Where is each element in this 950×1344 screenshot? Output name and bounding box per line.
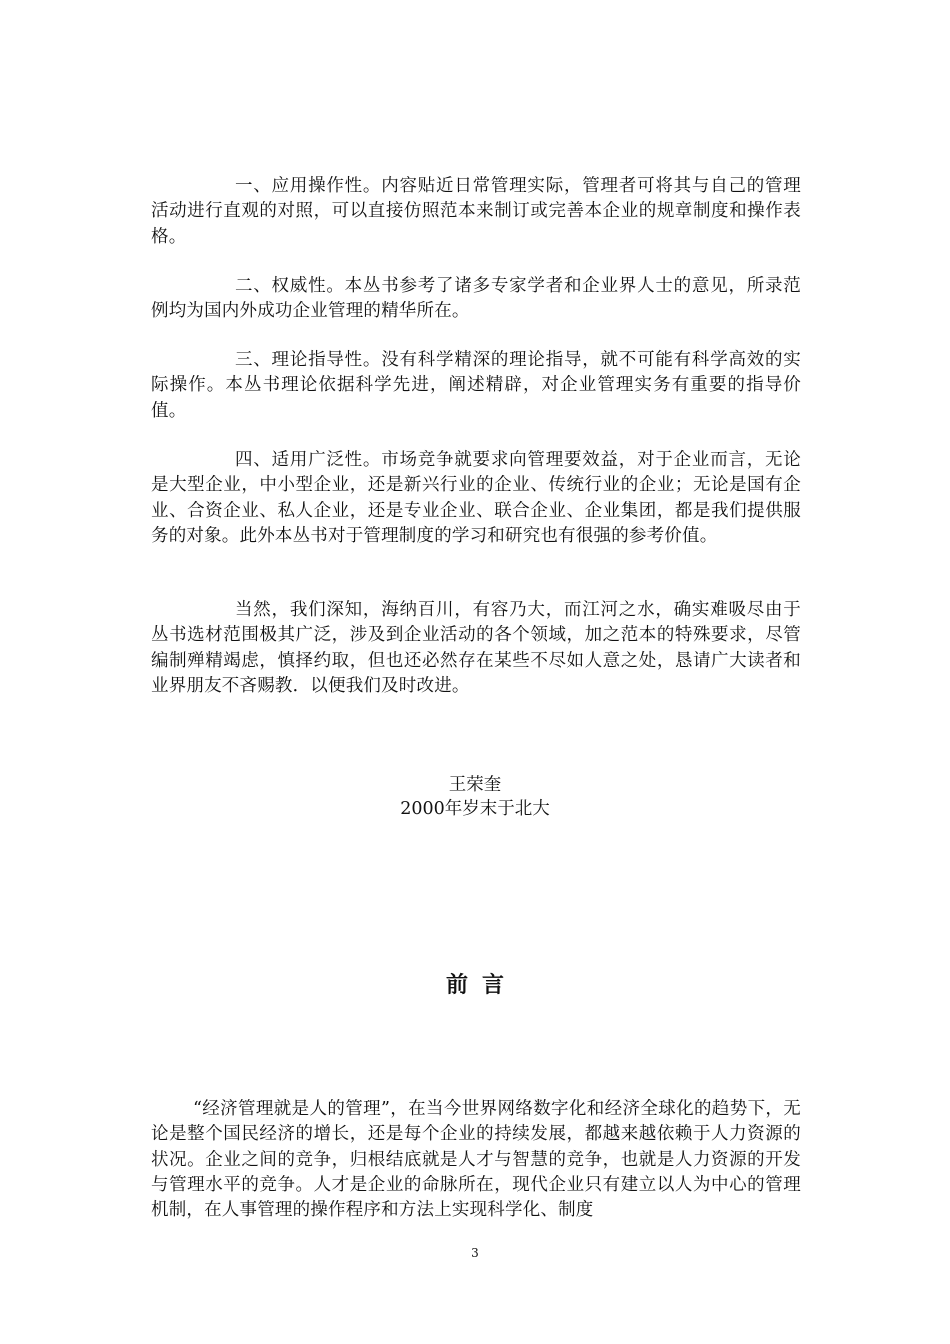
preface-item-application: 一、应用操作性。内容贴近日常管理实际，管理者可将其与自己的管理活动进行直观的对照，可以直接仿照范本来制订或完善本企业的规章制度和操作表格。 — [151, 176, 801, 247]
signature-date: 2000年岁末于北大 — [400, 799, 550, 819]
page-number: 3 — [471, 1246, 479, 1260]
section-heading: 前言 — [445, 972, 518, 998]
foreword-paragraph: “经济管理就是人的管理”，在当今世界网络数字化和经济全球化的趋势下，无论是整个国民经济的增长，还是每个企业的持续发展，都越来越依赖于人力资源的状况。企业之间的竞争，归根结底就是人才与智慧的竞争，也就是人力资源的开发与管理水平的竞争。人才是企业的命脉所在，现代企业只有建立以人为中心的管理机制，在人事管理的操作程序和方法上实现科学化、制度 — [151, 1099, 801, 1221]
preface-item-theory: 三、理论指导性。没有科学精深的理论指导，就不可能有科学高效的实际操作。本丛书理论依据科学先进，阐述精辟，对企业管理实务有重要的指导价值。 — [151, 350, 801, 421]
signature-name: 王荣奎 — [448, 775, 502, 795]
preface-closing-paragraph: 当然，我们深知，海纳百川，有容乃大，而江河之水，确实难吸尽由于丛书选材范围极其广泛，涉及到企业活动的各个领域，加之范本的特殊要求，尽管编制殚精竭虑，慎择约取，但也还必然存在某些不尽如人意之处，恳请广大读者和业界朋友不吝赐教．以便我们及时改进。 — [151, 600, 801, 696]
preface-item-authority: 二、权威性。本丛书参考了诸多专家学者和企业界人士的意见，所录范例均为国内外成功企业管理的精华所在。 — [151, 276, 801, 322]
preface-item-applicability: 四、适用广泛性。市场竞争就要求向管理要效益，对于企业而言，无论是大型企业，中小型企业，还是新兴行业的企业、传统行业的企业；无论是国有企业、合资企业、私人企业，还是专业企业、联合企业、企业集团，都是我们提供服务的对象。此外本丛书对于管理制度的学习和研究也有很强的参考价值。 — [151, 450, 801, 546]
